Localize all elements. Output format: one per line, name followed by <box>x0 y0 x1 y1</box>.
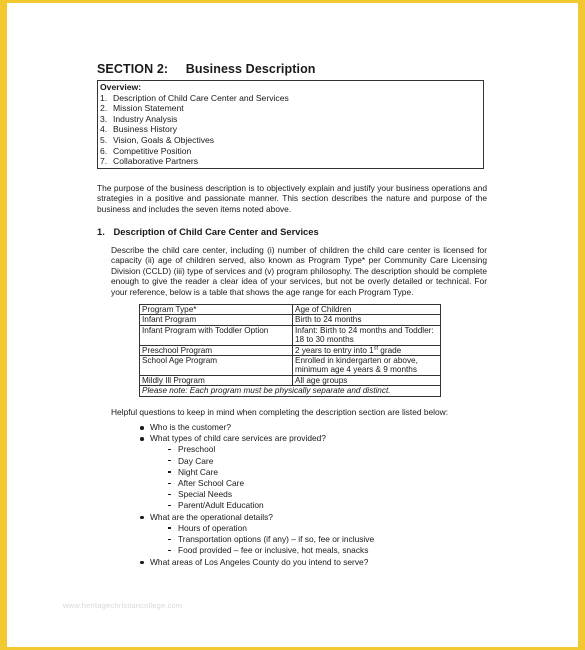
overview-box <box>97 80 484 169</box>
table-row <box>140 356 441 376</box>
subsection-title: Description of Child Care Center and Services <box>113 225 319 237</box>
ordinal-suffix: st <box>373 344 379 351</box>
helpful-questions-intro: Helpful questions to keep in mind when completing the description section are listed below: <box>111 406 449 417</box>
questions-list <box>111 422 487 568</box>
overview-item-text: Collaborative Partners <box>113 156 199 167</box>
subsection-body <box>111 245 487 568</box>
table-cell: School Age Program <box>140 356 293 376</box>
table-row <box>140 375 441 385</box>
overview-item-number: 5. <box>100 134 108 145</box>
table-cell: Enrolled in kindergarten or above, minimum age 4 years & 9 months <box>293 356 441 376</box>
question-item <box>150 433 487 511</box>
table-cell: Infant: Birth to 24 months and Toddler: 18 to 30 months <box>293 325 441 345</box>
sub-item: Special Needs <box>178 489 487 500</box>
section-title: Business Description <box>185 62 316 76</box>
table-header-cell: Program Type* <box>140 305 293 315</box>
question-item <box>150 557 487 568</box>
sub-item: Day Care <box>178 456 487 467</box>
sub-item: Food provided – fee or inclusive, hot meals, snacks <box>178 545 487 556</box>
table-note: Please note: Each program must be physically separate and distinct. <box>140 386 441 396</box>
watermark-text: www.heritagechristiancollege.com <box>63 601 183 610</box>
sub-item: After School Care <box>178 478 487 489</box>
table-cell: Mildly Ill Program <box>140 375 293 385</box>
overview-item-number: 6. <box>100 145 108 156</box>
overview-item <box>100 93 481 104</box>
sub-item: Parent/Adult Education <box>178 500 487 511</box>
overview-item <box>100 135 481 146</box>
question-text: What areas of Los Angeles County do you intend to serve? <box>150 556 369 567</box>
sub-item: Preschool <box>178 444 487 455</box>
table-row <box>140 345 441 355</box>
overview-item <box>100 146 481 157</box>
question-text: What are the operational details? <box>150 511 273 522</box>
section-number: SECTION 2: <box>97 62 169 76</box>
overview-item-text: Vision, Goals & Objectives <box>113 134 215 145</box>
overview-item-number: 1. <box>100 92 108 103</box>
overview-item-number: 2. <box>100 103 108 114</box>
intro-paragraph: The purpose of the business description is to objectively explain and justify your business operations and strategies in a positive and passionate manner. This section describes the nature and purpose of the business and includes the seven items noted above. <box>97 182 487 214</box>
table-cell: 2 years to entry into 1st grade <box>293 345 441 355</box>
table-header-row <box>140 305 441 315</box>
section-heading <box>97 62 487 76</box>
overview-item <box>100 156 481 167</box>
overview-title: Overview: <box>100 82 142 92</box>
question-item <box>150 512 487 557</box>
overview-item-text: Competitive Position <box>113 145 192 156</box>
table-cell: Preschool Program <box>140 345 293 355</box>
subsection-number: 1. <box>97 225 105 237</box>
subsection-heading <box>97 226 487 237</box>
overview-item-number: 4. <box>100 124 108 135</box>
question-text: Who is the customer? <box>150 422 231 433</box>
document-page <box>97 62 487 568</box>
overview-item <box>100 114 481 125</box>
question-item <box>150 422 487 433</box>
overview-item-text: Business History <box>113 124 177 135</box>
table-cell: Infant Program <box>140 315 293 325</box>
question-text: What types of child care services are provided? <box>150 433 326 444</box>
program-type-table <box>139 304 441 397</box>
sub-item: Transportation options (if any) – if so, fee or inclusive <box>178 534 487 545</box>
overview-item-text: Description of Child Care Center and Services <box>113 92 289 103</box>
table-cell: All age groups <box>293 375 441 385</box>
overview-item <box>100 103 481 114</box>
overview-list <box>100 93 481 167</box>
table-cell: Infant Program with Toddler Option <box>140 325 293 345</box>
table-row <box>140 325 441 345</box>
sub-item: Hours of operation <box>178 523 487 534</box>
overview-item-text: Industry Analysis <box>113 113 178 124</box>
sub-item: Night Care <box>178 467 487 478</box>
overview-item-number: 7. <box>100 156 108 167</box>
question-sublist <box>150 523 487 557</box>
table-cell: Birth to 24 months <box>293 315 441 325</box>
table-row <box>140 315 441 325</box>
table-header-cell: Age of Children <box>293 305 441 315</box>
description-paragraph: Describe the child care center, including (i) number of children the child care center is licensed for capacity (ii) age of children served, also known as Program Type* per Community Care Licensing Division (CCLD) (iii) type of services and (v) program philosophy. The description should be complete enough to give the reader a clear idea of your services, but not be overly detailed or technical. For your reference, below is a table that shows the age range for each Program Type. <box>111 244 487 297</box>
question-sublist <box>150 444 487 511</box>
overview-item-text: Mission Statement <box>113 103 184 114</box>
overview-item <box>100 124 481 135</box>
overview-item-number: 3. <box>100 113 108 124</box>
table-note-row <box>140 386 441 396</box>
